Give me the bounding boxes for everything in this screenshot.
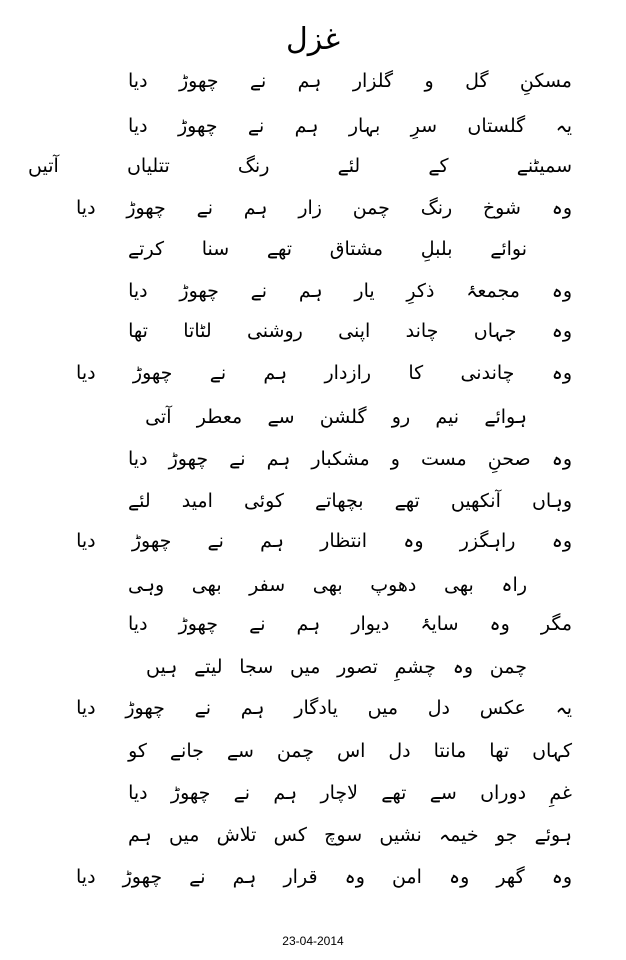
verse-line xyxy=(0,482,626,526)
verse-word: سرِ xyxy=(410,115,438,137)
verse-word: چمن xyxy=(352,197,390,219)
verse-word: گھر xyxy=(496,866,525,888)
verse-line xyxy=(0,230,626,274)
verse-word: ہم xyxy=(260,530,284,552)
verse-word: دیا xyxy=(76,866,96,888)
verse-word: بلبلِ xyxy=(420,238,453,260)
verse-word: چھوڑ xyxy=(122,866,163,888)
verse-word: نے xyxy=(233,782,251,804)
verse-line xyxy=(0,522,626,566)
poem-date: 23-04-2014 xyxy=(282,934,344,948)
verse-word: ہوئے xyxy=(534,824,572,846)
verse-word: گلستاں xyxy=(467,115,526,137)
verse-line xyxy=(0,272,626,316)
verse-word: رو xyxy=(391,406,411,428)
verse-text xyxy=(145,398,527,436)
verse-word: تھے xyxy=(381,782,407,804)
verse-word: آتیں xyxy=(28,155,59,177)
verse-word: دیا xyxy=(128,280,148,302)
verse-word: چھوڑ xyxy=(131,530,172,552)
verse-word: چھوڑ xyxy=(132,362,173,384)
verse-word: گل xyxy=(465,70,489,92)
verse-word: زار xyxy=(298,197,322,219)
verse-word: دیا xyxy=(76,197,96,219)
verse-word: ہیں xyxy=(146,656,178,678)
verse-word: خیمہ xyxy=(439,824,479,846)
verse-text xyxy=(128,107,572,145)
verse-word: قرار xyxy=(283,866,318,888)
verse-word: نے xyxy=(194,697,212,719)
verse-word: مانتا xyxy=(433,740,467,762)
verse-line xyxy=(0,62,626,106)
verse-word: نے xyxy=(207,530,224,552)
verse-text xyxy=(128,312,572,350)
verse-line xyxy=(0,398,626,442)
verse-text xyxy=(128,816,572,854)
verse-line xyxy=(0,189,626,233)
verse-word: وہ xyxy=(452,656,474,678)
verse-word: نیم xyxy=(435,406,460,428)
verse-word: چھوڑ xyxy=(179,280,219,302)
verse-line xyxy=(0,648,626,692)
verse-word: اپنی xyxy=(338,320,371,342)
verse-word: معطر xyxy=(196,406,243,428)
verse-word: یہ xyxy=(555,115,572,137)
verse-word: مست xyxy=(420,448,467,470)
verse-word: انتظار xyxy=(320,530,368,552)
verse-word: بھی xyxy=(443,574,474,596)
verse-word: و xyxy=(390,448,400,470)
verse-word: بھی xyxy=(191,574,222,596)
verse-word: بہار xyxy=(348,115,381,137)
verse-word: ہم xyxy=(294,115,319,137)
verse-text xyxy=(128,774,572,812)
verse-word: امید xyxy=(181,490,213,512)
verse-word: دیا xyxy=(76,362,96,384)
verse-word: ہم xyxy=(232,866,257,888)
verse-word: امن xyxy=(391,866,422,888)
verse-word: نے xyxy=(229,448,246,470)
verse-word: بھی xyxy=(312,574,343,596)
verse-line xyxy=(0,147,626,191)
verse-word: صحنِ xyxy=(487,448,531,470)
verse-line xyxy=(0,858,626,902)
verse-line xyxy=(0,816,626,860)
verse-line xyxy=(0,107,626,151)
verse-word: مسکنِ xyxy=(519,70,572,92)
verse-word: نے xyxy=(189,866,206,888)
verse-word: غمِ xyxy=(549,782,572,804)
verse-word: سے xyxy=(226,740,254,762)
verse-word: چھوڑ xyxy=(125,697,165,719)
verse-word: ہم xyxy=(240,697,265,719)
verse-word: روشنی xyxy=(246,320,303,342)
verse-word: و xyxy=(424,70,434,92)
verse-word: تھے xyxy=(394,490,420,512)
verse-word: دیا xyxy=(76,697,96,719)
verse-word: وہ xyxy=(489,613,510,635)
verse-word: چھوڑ xyxy=(170,782,211,804)
verse-line xyxy=(0,566,626,610)
poem-title: غزل xyxy=(285,22,341,57)
verse-word: نے xyxy=(250,280,268,302)
verse-word: راہگزر xyxy=(459,530,516,552)
verse-word: کو xyxy=(128,740,147,762)
verse-word: وہ xyxy=(551,320,572,342)
verse-word: میں xyxy=(169,824,200,846)
verse-word: ہم xyxy=(297,70,322,92)
verse-text xyxy=(76,522,572,560)
verse-word: ہوائے xyxy=(484,406,527,428)
verse-word: نے xyxy=(196,197,213,219)
verse-word: نے xyxy=(209,362,227,384)
verse-word: وہی xyxy=(128,574,165,596)
verse-line xyxy=(0,605,626,649)
verse-word: یار xyxy=(354,280,375,302)
verse-word: وہ xyxy=(344,866,365,888)
verse-word: دوراں xyxy=(480,782,527,804)
verse-word: کہاں xyxy=(532,740,572,762)
verse-word: عکس xyxy=(479,697,526,719)
verse-word: تھے xyxy=(266,238,293,260)
verse-word: دیا xyxy=(128,70,148,92)
verse-word: سے xyxy=(429,782,457,804)
verse-word: دل xyxy=(388,740,411,762)
verse-word: دیا xyxy=(128,782,148,804)
verse-word: سوچ xyxy=(324,824,363,846)
verse-word: مگر xyxy=(540,613,572,635)
verse-word: شوخ xyxy=(482,197,521,219)
verse-word: ذکرِ xyxy=(406,280,435,302)
verse-text xyxy=(128,440,572,478)
verse-word: کس xyxy=(273,824,307,846)
verse-line xyxy=(0,440,626,484)
verse-word: چھوڑ xyxy=(178,70,219,92)
verse-word: وہ xyxy=(551,280,572,302)
verse-text xyxy=(128,230,527,268)
verse-word: گلشن xyxy=(319,406,367,428)
verse-text xyxy=(146,648,527,686)
verse-word: وہ xyxy=(551,197,572,219)
verse-text xyxy=(28,147,572,185)
verse-word: ہم xyxy=(128,824,152,846)
verse-text xyxy=(128,605,572,643)
verse-word: بچھاتے xyxy=(315,490,364,512)
verse-word: نوائے xyxy=(490,238,527,260)
verse-word: لئے xyxy=(337,155,361,177)
verse-word: میں xyxy=(290,656,321,678)
verse-text xyxy=(128,732,572,770)
verse-word: جہاں xyxy=(473,320,517,342)
verse-word: لئے xyxy=(128,490,151,512)
verse-word: وہ xyxy=(551,448,572,470)
verse-word: ہم xyxy=(298,280,323,302)
verse-word: وہ xyxy=(448,866,470,888)
verse-word: دیا xyxy=(76,530,96,552)
verse-word: یادگار xyxy=(294,697,338,719)
verse-word: ہم xyxy=(273,782,298,804)
verse-word: چھوڑ xyxy=(126,197,166,219)
verse-word: مشتاق xyxy=(329,238,384,260)
verse-word: دیا xyxy=(128,448,148,470)
verse-word: چھوڑ xyxy=(168,448,209,470)
verse-word: کے xyxy=(428,155,449,177)
verse-word: دیوار xyxy=(351,613,390,635)
verse-text xyxy=(128,272,572,310)
verse-word: ہم xyxy=(243,197,268,219)
verse-word: مشکبار xyxy=(311,448,370,470)
verse-word: چاندنی xyxy=(460,362,515,384)
verse-word: تتلیاں xyxy=(126,155,170,177)
verse-text xyxy=(76,354,572,392)
verse-text xyxy=(128,566,527,604)
verse-word: رنگ xyxy=(420,197,453,219)
verse-line xyxy=(0,732,626,776)
verse-word: نے xyxy=(249,613,266,635)
verse-word: سجا xyxy=(239,656,274,678)
verse-word: کا xyxy=(408,362,424,384)
verse-text xyxy=(76,189,572,227)
verse-word: لٹاتا xyxy=(183,320,212,342)
verse-word: چمن xyxy=(276,740,315,762)
verse-line xyxy=(0,312,626,356)
verse-line xyxy=(0,774,626,818)
verse-word: لاچار xyxy=(320,782,358,804)
verse-word: مجمعۂ xyxy=(466,280,520,302)
verse-word: چمن xyxy=(489,656,527,678)
verse-word: وہ xyxy=(551,362,572,384)
verse-line xyxy=(0,354,626,398)
verse-text xyxy=(76,689,572,727)
verse-word: دیا xyxy=(128,613,148,635)
verse-text xyxy=(128,482,572,520)
verse-word: وہ xyxy=(403,530,424,552)
verse-word: میں xyxy=(367,697,398,719)
verse-word: چھوڑ xyxy=(177,115,218,137)
verse-word: لیتے xyxy=(194,656,223,678)
verse-word: راہ xyxy=(501,574,527,596)
verse-word: سنا xyxy=(201,238,230,260)
verse-word: گلزار xyxy=(352,70,394,92)
verse-word: اس xyxy=(336,740,366,762)
verse-word: جانے xyxy=(169,740,204,762)
verse-word: تھا xyxy=(128,320,148,342)
verse-text xyxy=(128,62,572,100)
verse-word: نے xyxy=(247,115,265,137)
verse-word: یہ xyxy=(555,697,572,719)
verse-word: دل xyxy=(427,697,451,719)
verse-word: جو xyxy=(495,824,518,846)
verse-word: سے xyxy=(267,406,295,428)
verse-word: سایۂ xyxy=(420,613,459,635)
verse-word: کرتے xyxy=(128,238,164,260)
verse-word: ہم xyxy=(296,613,321,635)
verse-word: سمیٹنے xyxy=(516,155,572,177)
verse-line xyxy=(0,689,626,733)
verse-word: تھا xyxy=(489,740,510,762)
verse-word: تلاش xyxy=(216,824,257,846)
verse-word: نے xyxy=(249,70,267,92)
verse-word: وہ xyxy=(551,866,572,888)
verse-word: تصور xyxy=(337,656,378,678)
verse-word: رنگ xyxy=(237,155,270,177)
verse-word: وہ xyxy=(551,530,572,552)
verse-word: آنکھیں xyxy=(450,490,501,512)
verse-word: چاند xyxy=(405,320,439,342)
verse-word: چشمِ xyxy=(394,656,436,678)
verse-text xyxy=(76,858,572,896)
verse-word: ہم xyxy=(266,448,291,470)
verse-word: دیا xyxy=(128,115,148,137)
verse-word: ہم xyxy=(263,362,288,384)
verse-word: سفر xyxy=(249,574,286,596)
verse-word: رازدار xyxy=(324,362,372,384)
verse-word: چھوڑ xyxy=(178,613,219,635)
verse-word: وہاں xyxy=(531,490,572,512)
verse-word: کوئی xyxy=(243,490,284,512)
verse-word: دھوپ xyxy=(370,574,417,596)
verse-word: نشیں xyxy=(379,824,422,846)
verse-word: آتی xyxy=(145,406,172,428)
